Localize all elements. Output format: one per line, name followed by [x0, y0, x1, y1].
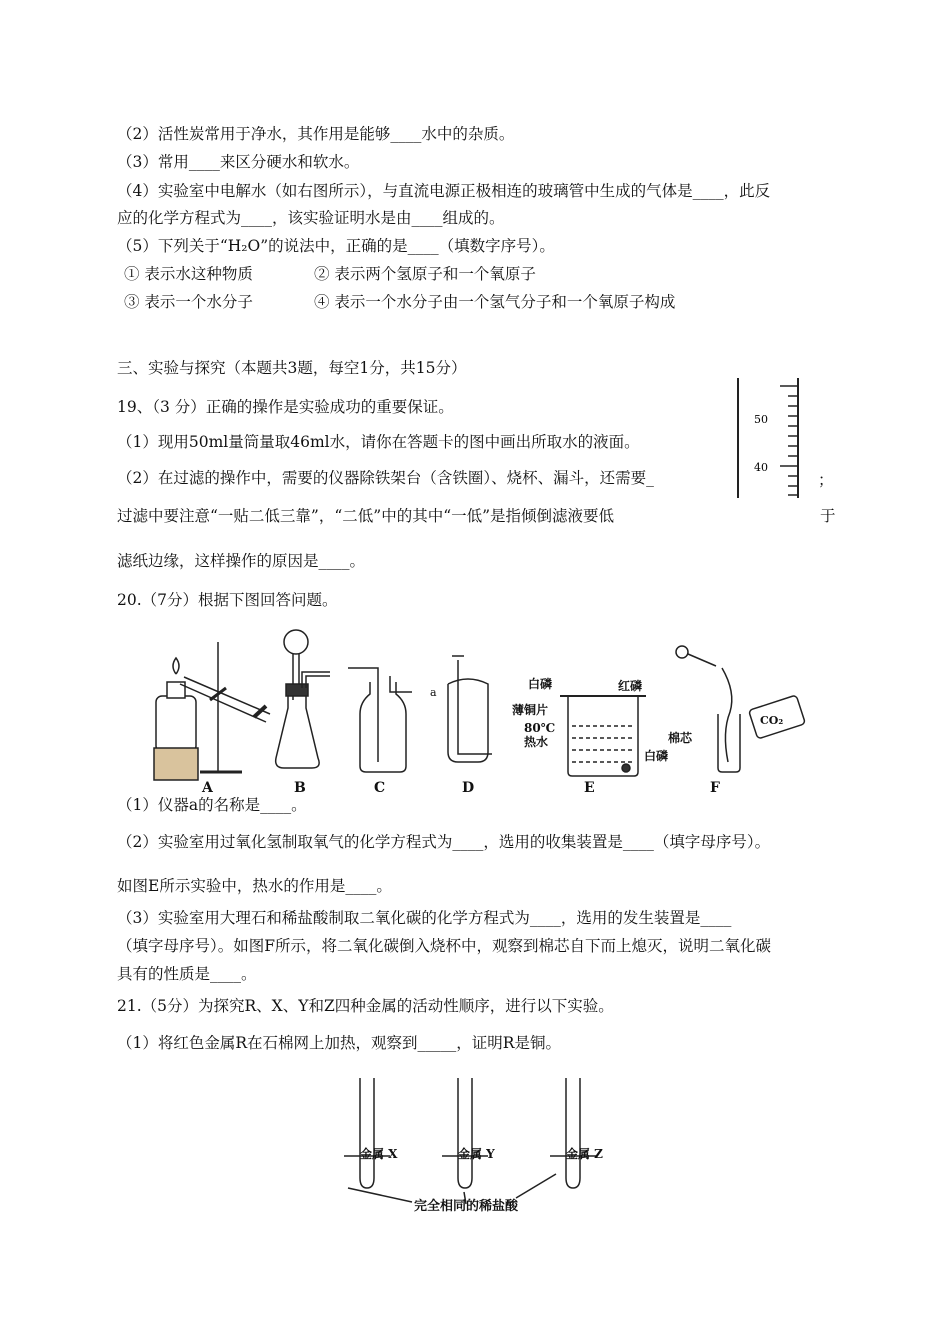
- label-dilute-hcl: 完全相同的稀盐酸: [414, 1199, 519, 1214]
- q21-title: 21.（5分）为探究R、X、Y和Z四种金属的活动性顺序，进行以下实验。: [117, 997, 614, 1015]
- label-hot-water: 热水: [524, 735, 549, 749]
- q20-item-2-line2: 如图E所示实验中，热水的作用是____。: [117, 877, 392, 895]
- q18-item-4-line2: 应的化学方程式为____，该实验证明水是由____组成的。: [117, 209, 505, 227]
- q20-item-3-line3: 具有的性质是____。: [117, 965, 257, 983]
- q18-option-3: ③ 表示一个水分子: [124, 293, 253, 311]
- q18-option-1: ① 表示水这种物质: [124, 265, 253, 283]
- cylinder-mark-50: 50: [754, 413, 768, 426]
- cylinder-mark-40: 40: [754, 461, 768, 474]
- apparatus-e: [560, 696, 646, 776]
- q19-item-1: （1）现用50ml量筒量取46ml水，请你在答题卡的图中画出所取水的液面。: [117, 433, 640, 451]
- q21-item-1: （1）将红色金属R在石棉网上加热，观察到_____，证明R是铜。: [117, 1034, 561, 1052]
- q20-item-2: （2）实验室用过氧化氢制取氧气的化学方程式为____，选用的收集装置是____（填字母序号）。: [117, 833, 771, 851]
- label-a: a: [430, 686, 437, 699]
- label-F: F: [710, 780, 720, 796]
- q18-item-2: （2）活性炭常用于净水，其作用是能够____水中的杂质。: [117, 125, 515, 143]
- apparatus-b: [276, 630, 330, 768]
- q21-test-tubes-figure: [330, 1074, 630, 1216]
- q19-title: 19、（3 分）正确的操作是实验成功的重要保证。: [117, 398, 454, 416]
- label-copper-plate: 薄铜片: [512, 703, 549, 717]
- q19-item-2-line3: 滤纸边缘，这样操作的原因是____。: [117, 552, 366, 570]
- apparatus-d: [430, 656, 492, 762]
- label-hongLin: 红磷: [618, 679, 643, 693]
- apparatus-a: [154, 642, 270, 780]
- label-80c: 80℃: [524, 721, 556, 735]
- q19-item-2-line1-end: ；: [818, 471, 834, 489]
- apparatus-f: [676, 646, 805, 772]
- label-co2: CO₂: [760, 714, 784, 727]
- label-cotton-core: 棉芯: [668, 731, 693, 745]
- label-A: A: [202, 780, 213, 796]
- q20-title: 20.（7分）根据下图回答问题。: [117, 591, 338, 609]
- q20-apparatus-figure: [150, 622, 810, 798]
- q19-item-2-line2: 过滤中要注意“一贴二低三靠”，“二低”中的其中“一低”是指倾倒滤液要低: [117, 507, 615, 525]
- label-metal-y: 金属 Y: [458, 1147, 495, 1161]
- measuring-cylinder-figure: [728, 376, 808, 500]
- q18-item-4-line1: （4）实验室中电解水（如右图所示），与直流电源正极相连的玻璃管中生成的气体是____，此反: [117, 182, 771, 200]
- section-3-heading: 三、实验与探究（本题共3题，每空1分，共15分）: [117, 359, 467, 377]
- q19-item-2-line2-end: 于: [820, 507, 836, 525]
- label-baiLin-bottom: 白磷: [644, 749, 669, 763]
- q18-option-4: ④ 表示一个水分子由一个氢气分子和一个氧原子构成: [314, 293, 676, 311]
- q19-item-2-line1: （2）在过滤的操作中，需要的仪器除铁架台（含铁圈）、烧杯、漏斗，还需要_: [117, 469, 654, 487]
- label-C: C: [374, 780, 386, 796]
- label-metal-x: 金属 X: [360, 1147, 398, 1161]
- label-D: D: [462, 780, 475, 796]
- q18-item-5: （5）下列关于“H₂O”的说法中，正确的是____（填数字序号）。: [117, 237, 555, 255]
- label-B: B: [294, 780, 306, 796]
- label-metal-z: 金属 Z: [566, 1147, 603, 1161]
- q18-option-2: ② 表示两个氢原子和一个氧原子: [314, 265, 536, 283]
- q20-item-3-line2: （填字母序号）。如图F所示，将二氧化碳倒入烧杯中，观察到棉芯自下而上熄灭，说明二氧化碳: [117, 937, 772, 955]
- apparatus-c: [348, 668, 412, 772]
- label-E: E: [584, 780, 595, 796]
- label-baiLin-top: 白磷: [528, 677, 553, 691]
- q20-item-1: （1）仪器a的名称是____。: [117, 796, 307, 814]
- q20-item-3-line1: （3）实验室用大理石和稀盐酸制取二氧化碳的化学方程式为____，选用的发生装置是____: [117, 909, 732, 927]
- q18-item-3: （3）常用____来区分硬水和软水。: [117, 153, 360, 171]
